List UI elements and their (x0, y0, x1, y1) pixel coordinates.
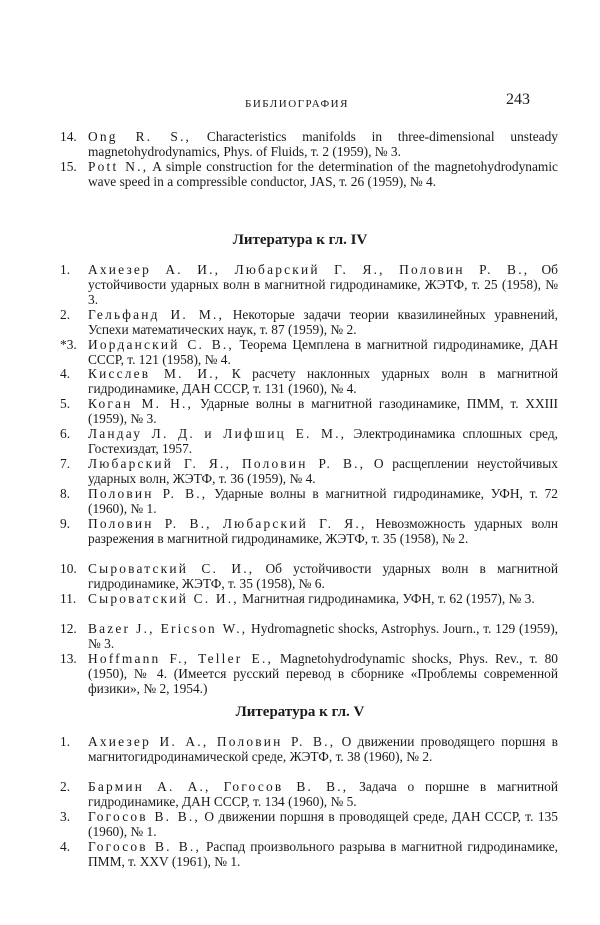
bibliography-entry (60, 159, 558, 189)
entry-authors: Коган М. Н., (88, 396, 194, 411)
section-title-ch5: Литература к гл. V (235, 704, 365, 720)
bibliography-entry (60, 262, 558, 307)
entry-number: 13. (60, 651, 77, 666)
entry-authors: Ахиезер И. А., Половин Р. В., (88, 734, 336, 749)
page-number: 243 (506, 91, 530, 108)
entry-number: 10. (60, 561, 77, 576)
section-title-ch4: Литература к гл. IV (232, 232, 368, 248)
entry-number: 1. (60, 734, 71, 749)
entry-text: Магнитная гидродинамика, УФН, т. 62 (1957), № 3. (238, 591, 535, 606)
entry-text: A simple construction for the determination of the magnetohydrodynamic wave speed in a compressible conductor, JAS, т. 26 (1959), № 4. (88, 159, 558, 189)
entry-text: О расщеплении неустойчивых ударных волн, ЖЭТФ, т. 36 (1959), № 4. (88, 456, 558, 486)
entry-authors: Pott N., (88, 159, 149, 174)
entry-authors: Сыроватский С. И., (88, 561, 255, 576)
bibliography-entry (60, 561, 558, 591)
bibliography-entry (60, 307, 558, 337)
bibliography-entry (60, 591, 558, 606)
bibliography-entry (60, 621, 558, 651)
bibliography-entry (60, 456, 558, 486)
entry-text: Ударные волны в магнитной гидродинамике, УФН, т. 72 (1960), № 1. (88, 486, 558, 516)
entry-number: 5. (60, 396, 71, 411)
entry-text: Задача о поршне в магнитной гидродинамике, ДАН СССР, т. 134 (1960), № 5. (88, 779, 558, 809)
entry-authors: Иорданский С. В., (88, 337, 234, 352)
entry-authors: Ong R. S., (88, 129, 192, 144)
entry-authors: Hoffmann F., Teller E., (88, 651, 274, 666)
entry-text: К расчету наклонных ударных волн в магнитной гидродинамике, ДАН СССР, т. 131 (1960), № 4. (88, 366, 558, 396)
entry-number: 1. (60, 262, 71, 277)
entry-number: 2. (60, 307, 71, 322)
entry-text: О движении проводящего поршня в магнитогидродинамической среде, ЖЭТФ, т. 38 (1960), № 2. (88, 734, 558, 764)
entry-number: 12. (60, 621, 77, 636)
entry-text: Hydromagnetic shocks, Astrophys. Journ., т. 129 (1959), № 3. (88, 621, 558, 651)
entry-text: О движении поршня в проводящей среде, ДАН СССР, т. 135 (1960), № 1. (88, 809, 558, 839)
entry-authors: Половин Р. В., Любарский Г. Я., (88, 516, 367, 531)
entry-text: Теорема Цемплена в магнитной гидродинамике, ДАН СССР, т. 121 (1958), № 4. (88, 337, 558, 367)
bibliography-entry (60, 337, 558, 367)
bibliography-entry (60, 734, 558, 764)
entry-text: Об устойчивости ударных волн в магнитной гидродинамике, ЖЭТФ, т. 35 (1958), № 6. (88, 561, 558, 591)
entry-number: *3. (60, 337, 77, 352)
entry-number: 2. (60, 779, 71, 794)
entry-text: Characteristics manifolds in three-dimensional unsteady magnetohydrodynamics, Phys. of Fluids, т. 2 (1959), № 3. (88, 129, 558, 159)
entry-authors: Ахиезер А. И., Любарский Г. Я., Половин Р. В., (88, 262, 530, 277)
entry-number: 3. (60, 809, 71, 824)
entry-authors: Кисслев М. И., (88, 366, 221, 381)
entry-authors: Bazer J., Ericson W., (88, 621, 248, 636)
entry-number: 15. (60, 159, 77, 174)
entry-authors: Бармин А. А., Гогосов В. В., (88, 779, 349, 794)
entry-authors: Сыроватский С. И., (88, 591, 239, 606)
entry-authors: Любарский Г. Я., Половин Р. В., (88, 456, 366, 471)
entry-text: Ударные волны в магнитной газодинамике, ПММ, т. XXIII (1959), № 3. (88, 396, 559, 426)
bibliography-entry (60, 839, 558, 869)
bibliography-entry (60, 366, 558, 396)
bibliography-entry (60, 486, 558, 516)
entry-authors: Гельфанд И. М., (88, 307, 225, 322)
bibliography-entry (60, 516, 558, 546)
bibliography-entry (60, 426, 558, 456)
entry-authors: Половин Р. В., (88, 486, 208, 501)
entry-number: 7. (60, 456, 71, 471)
entry-authors: Ландау Л. Д. и Лифшиц Е. М., (88, 426, 347, 441)
entry-text: Электродинамика сплошных сред, Гостехиздат, 1957. (88, 426, 558, 456)
entry-number: 11. (60, 591, 77, 606)
entry-authors: Гогосов В. В., (88, 809, 200, 824)
entry-number: 9. (60, 516, 71, 531)
entry-authors: Гогосов В. В., (88, 839, 202, 854)
bibliography-entry (60, 651, 558, 696)
bibliography-entry (60, 129, 558, 159)
entry-text: Распад произвольного разрыва в магнитной гидродинамике, ПММ, т. XXV (1961), № 1. (88, 839, 559, 869)
entry-number: 8. (60, 486, 71, 501)
bibliography-entry (60, 809, 558, 839)
entry-text: Некоторые задачи теории квазилинейных уравнений, Успехи математических наук, т. 87 (1959), № 2. (88, 307, 558, 337)
entry-number: 4. (60, 839, 71, 854)
bibliography-entry (60, 779, 558, 809)
entry-text: Невозможность ударных волн разрежения в магнитной гидродинамике, ЖЭТФ, т. 35 (1958), № 2. (88, 516, 558, 546)
entry-number: 4. (60, 366, 71, 381)
entry-text: Magnetohydrodynamic shocks, Phys. Rev., т. 80 (1950), № 4. (Имеется русский перевод в сборнике «Проблемы современной физики», № 2, 1954.) (88, 651, 558, 696)
entry-number: 14. (60, 129, 77, 144)
entry-number: 6. (60, 426, 71, 441)
bibliography-entry (60, 396, 558, 426)
entry-text: Об устойчивости ударных волн в магнитной гидродинамике, ЖЭТФ, т. 25 (1958), № 3. (88, 262, 558, 307)
running-head: БИБЛИОГРАФИЯ (245, 98, 349, 110)
